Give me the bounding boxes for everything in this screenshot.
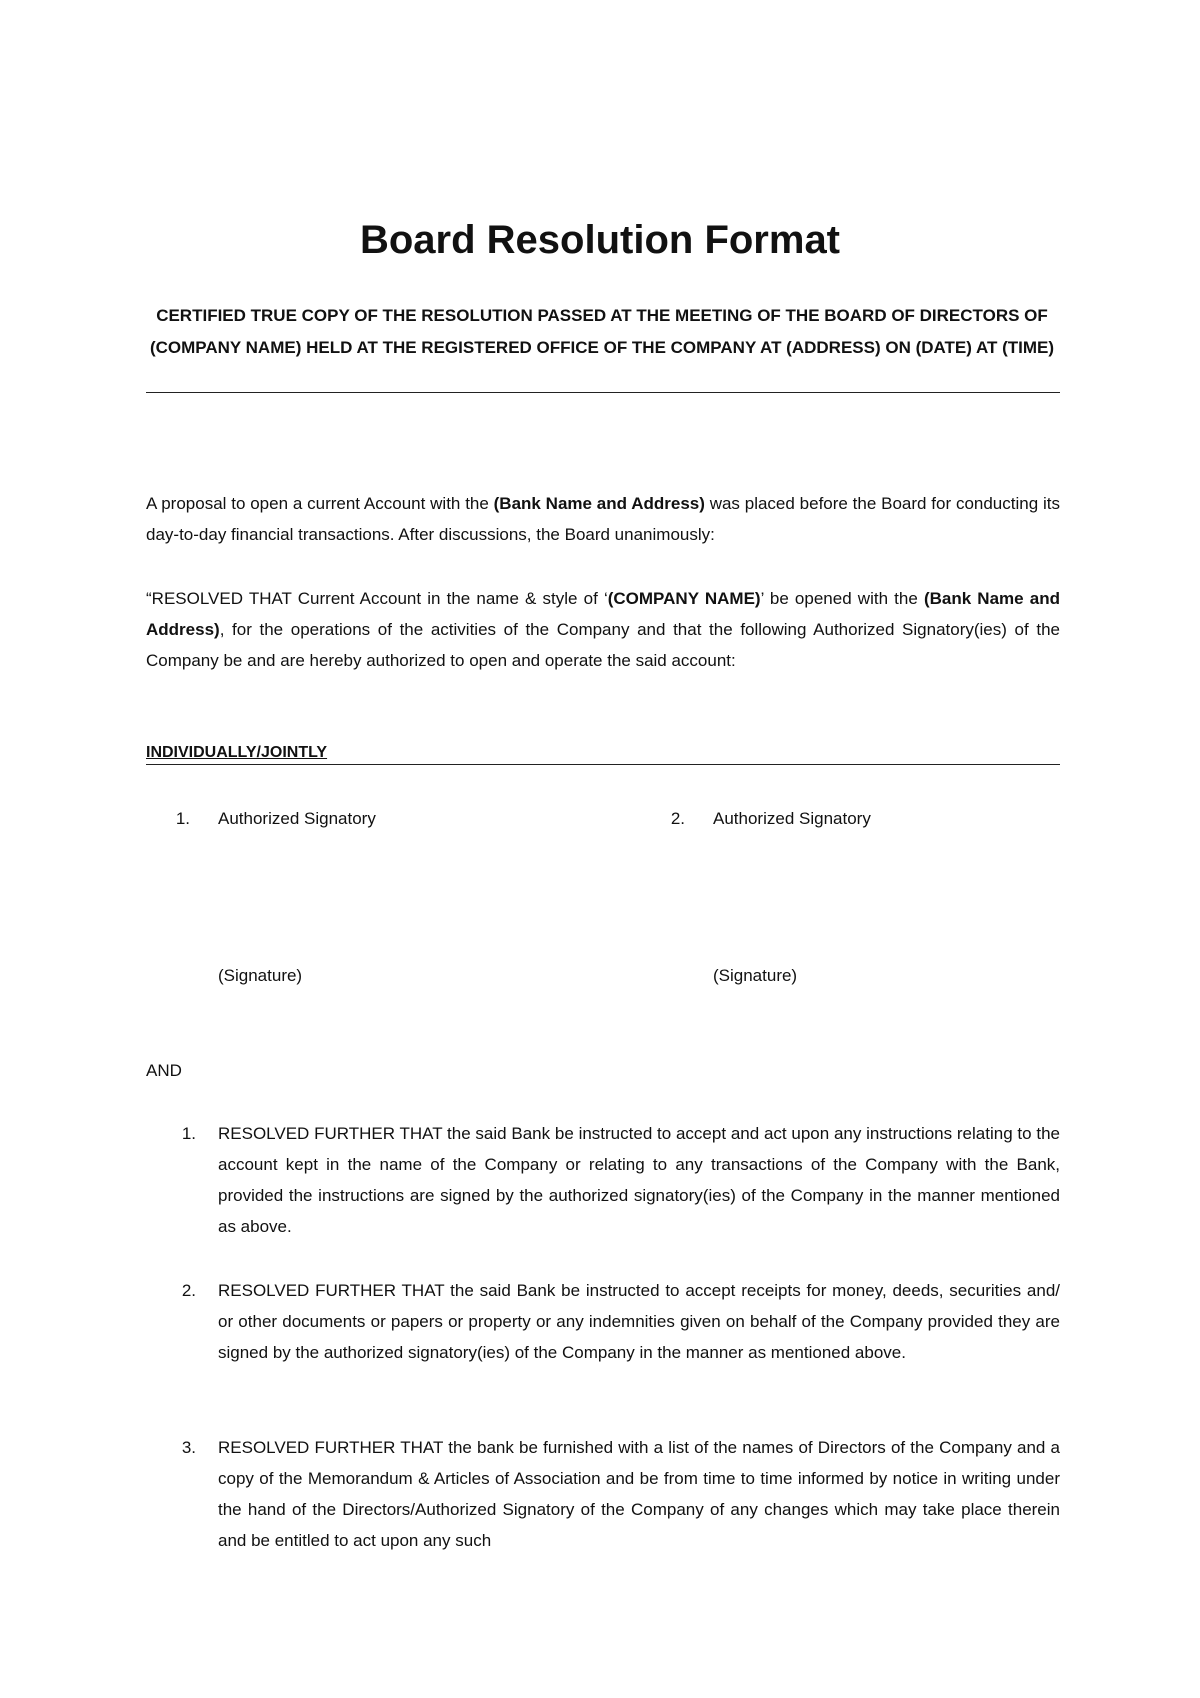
- list-item: 3. RESOLVED FURTHER THAT the bank be furnished with a list of the names of Directors of the Company and a copy of the Memorandum & Articles of Association and be from time to time informed by notice in writing under the hand of the Directors/Authorized Signatory of the Company of any changes which may take place therein and be entitled to act upon any such: [181, 1438, 1060, 1550]
- list-item: 2. RESOLVED FURTHER THAT the said Bank be instructed to accept receipts for money, deeds, securities and/ or other documents or papers or property or any indemnities given on behalf of the Company provided they are signed by the authorized signatory(ies) of the Company in the manner as mentioned above.: [181, 1281, 1060, 1362]
- heading-divider: [146, 392, 1060, 393]
- bank-name-placeholder: (Bank Name and Address): [493, 494, 705, 513]
- bank-name-placeholder: (Bank Name and Address): [146, 589, 1060, 639]
- and-label: AND: [146, 1061, 182, 1080]
- signatory-2-signature: (Signature): [713, 966, 798, 985]
- document-title: Board Resolution Format: [359, 218, 841, 262]
- company-name-placeholder: (COMPANY NAME): [607, 589, 761, 608]
- signatory-2-label: 2. Authorized Signatory: [670, 809, 871, 828]
- signatory-1-label: 1. Authorized Signatory: [175, 809, 376, 828]
- section-divider: [146, 764, 1060, 765]
- resolution-paragraph: “RESOLVED THAT Current Account in the name & style of ‘(COMPANY NAME)’ be opened with the (Bank Name and Address), for the operations of the activities of the Company and that the following Authorized Signatory(ies) of the Company be and are hereby authorized to open and operate the said account:: [146, 589, 1060, 670]
- intro-paragraph: A proposal to open a current Account with the (Bank Name and Address) was placed before the Board for conducting its day-to-day financial transactions. After discussions, the Board unanimously:: [146, 494, 1060, 544]
- section-label: INDIVIDUALLY/JOINTLY: [146, 744, 328, 761]
- list-item: 1. RESOLVED FURTHER THAT the said Bank be instructed to accept and act upon any instructions relating to the account kept in the name of the Company or relating to any transactions of the Company with the Bank, provided the instructions are signed by the authorized signatory(ies) of the Company in the manner mentioned as above.: [181, 1124, 1060, 1236]
- resolution-heading: CERTIFIED TRUE COPY OF THE RESOLUTION PASSED AT THE MEETING OF THE BOARD OF DIRECTORS OF (COMPANY NAME) HELD AT THE REGISTERED OFFICE OF THE COMPANY AT (ADDRESS) ON (DATE) AT (TIME): [149, 306, 1055, 357]
- signatory-1-signature: (Signature): [218, 966, 303, 985]
